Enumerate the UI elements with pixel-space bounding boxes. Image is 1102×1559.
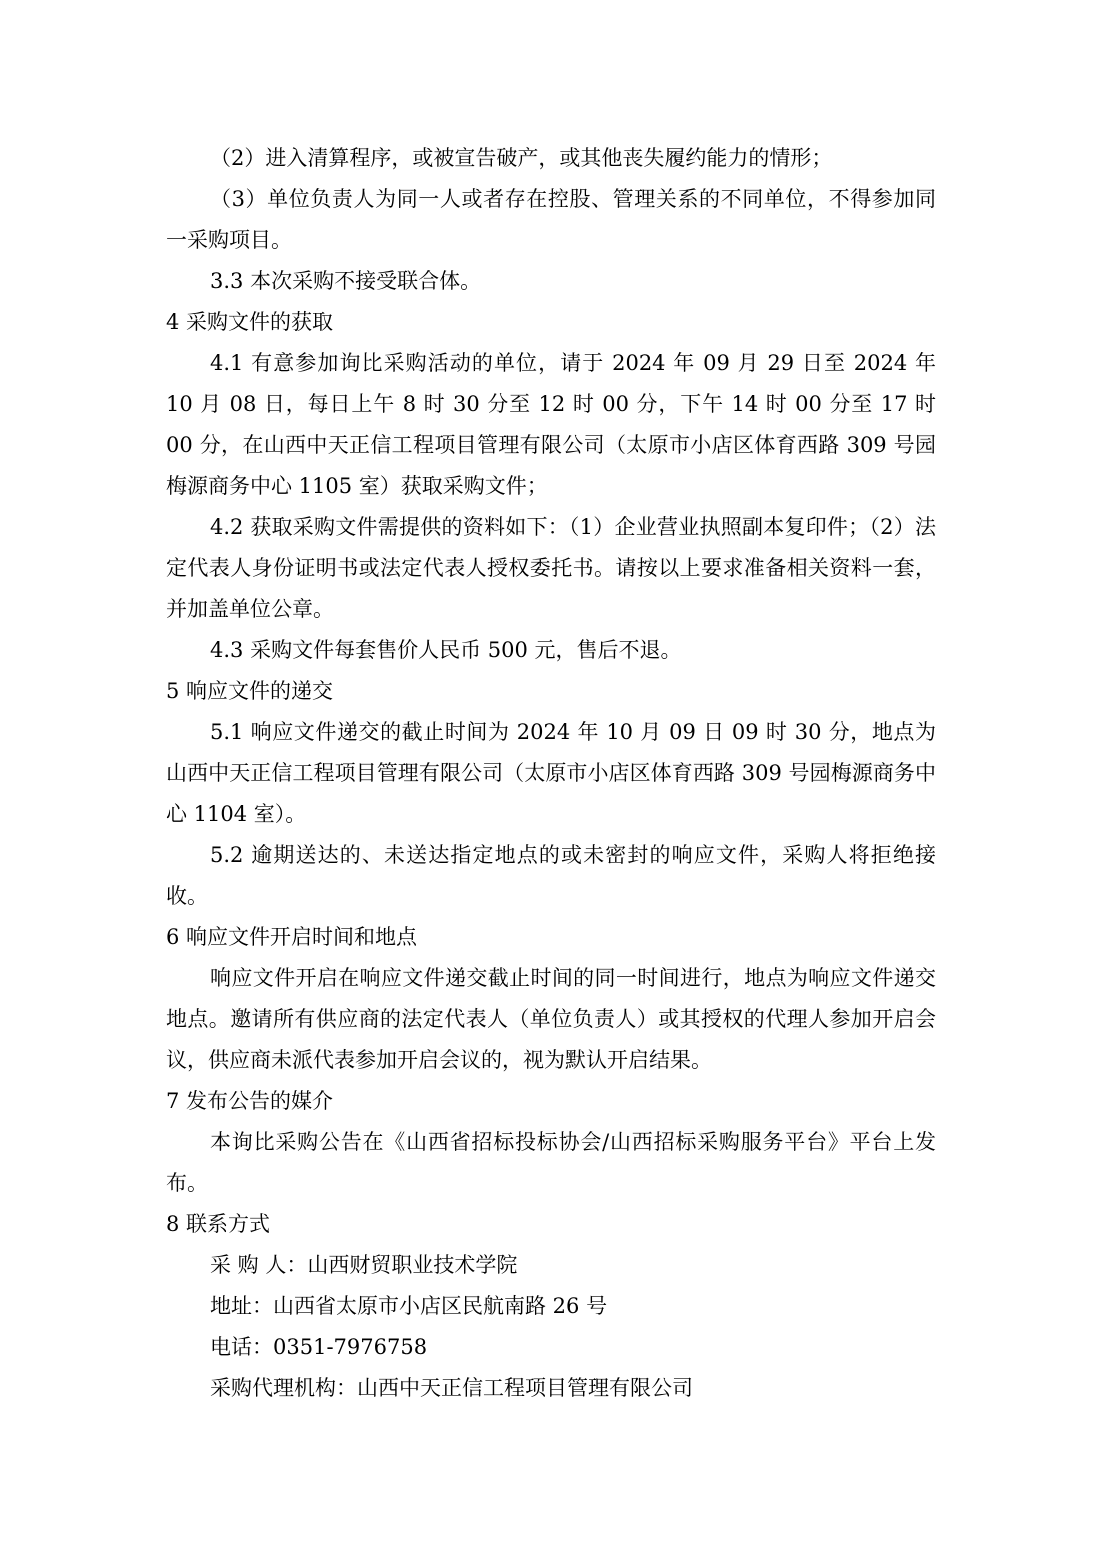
clause-5-2: 5.2 逾期送达的、未送达指定地点的或未密封的响应文件，采购人将拒绝接收。	[166, 843, 936, 908]
document-body	[166, 138, 936, 1409]
section-6-heading: 6 响应文件开启时间和地点	[166, 925, 418, 949]
section-8-heading: 8 联系方式	[166, 1212, 271, 1236]
clause-4-2: 4.2 获取采购文件需提供的资料如下：（1）企业营业执照副本复印件；（2）法定代表人身份证明书或法定代表人授权委托书。请按以上要求准备相关资料一套，并加盖单位公章。	[166, 515, 936, 621]
contact-purchaser: 采 购 人：山西财贸职业技术学院	[210, 1253, 518, 1277]
section-4-heading: 4 采购文件的获取	[166, 310, 334, 334]
section-7-heading: 7 发布公告的媒介	[166, 1089, 334, 1113]
clause-3-item-2: （2）进入清算程序，或被宣告破产，或其他丧失履约能力的情形；	[210, 146, 833, 170]
clause-3-item-3: （3）单位负责人为同一人或者存在控股、管理关系的不同单位，不得参加同一采购项目。	[166, 187, 936, 252]
clause-4-3: 4.3 采购文件每套售价人民币 500 元，售后不退。	[210, 638, 682, 662]
clause-5-1: 5.1 响应文件递交的截止时间为 2024 年 10 月 09 日 09 时 30 分，地点为山西中天正信工程项目管理有限公司（太原市小店区体育西路 309 号园梅源商务中心 1104 室）。	[166, 720, 936, 826]
section-5-heading: 5 响应文件的递交	[166, 679, 334, 703]
clause-3-3: 3.3 本次采购不接受联合体。	[210, 269, 482, 293]
section-7-body: 本询比采购公告在《山西省招标投标协会/山西招标采购服务平台》平台上发布。	[166, 1130, 936, 1195]
contact-agency: 采购代理机构：山西中天正信工程项目管理有限公司	[210, 1376, 693, 1400]
contact-phone: 电话：0351-7976758	[210, 1335, 428, 1359]
section-6-body: 响应文件开启在响应文件递交截止时间的同一时间进行，地点为响应文件递交地点。邀请所有供应商的法定代表人（单位负责人）或其授权的代理人参加开启会议，供应商未派代表参加开启会议的，视为默认开启结果。	[166, 966, 936, 1072]
contact-address: 地址：山西省太原市小店区民航南路 26 号	[210, 1294, 608, 1318]
clause-4-1: 4.1 有意参加询比采购活动的单位，请于 2024 年 09 月 29 日至 2024 年 10 月 08 日，每日上午 8 时 30 分至 12 时 00 分，下午 14 时 00 分至 17 时 00 分，在山西中天正信工程项目管理有限公司（太原市小店区体育西路 309 号园梅源商务中心 1105 室）获取采购文件；	[166, 351, 936, 498]
